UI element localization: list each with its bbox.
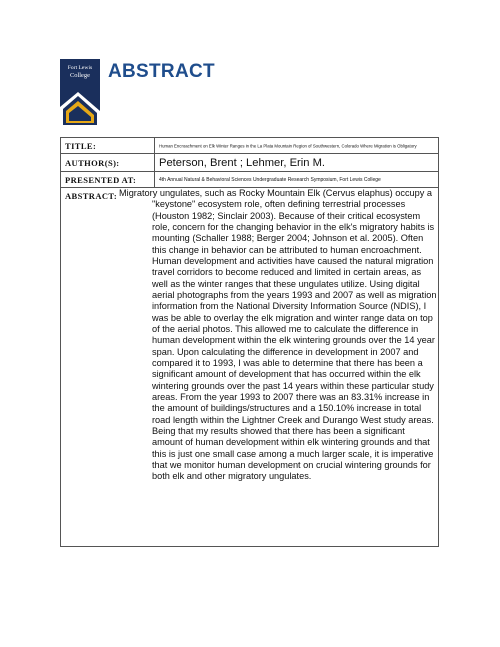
page-heading: ABSTRACT <box>108 61 215 82</box>
title-value: Human Encroachment on Elk Winter Ranges in the La Plata Mountain Region of Southwestern, Colorado Where Migration is Obligatory <box>159 143 417 148</box>
title-label: TITLE: <box>65 140 97 151</box>
logo-text-line2: College <box>70 72 90 79</box>
logo-text-line1: Fort Lewis <box>67 65 93 71</box>
author-row <box>61 154 438 172</box>
college-logo-graphic <box>60 59 100 127</box>
author-value: Peterson, Brent ; Lehmer, Erin M. <box>159 156 326 169</box>
college-logo <box>60 59 100 127</box>
presented-label: PRESENTED AT: <box>65 174 137 185</box>
title-row <box>61 138 438 154</box>
author-label: AUTHOR(S): <box>65 157 120 168</box>
abstract-text: Migratory ungulates, such as Rocky Mountain Elk (Cervus elaphus) occupy a "keystone" ecosystem role, often defining terrestrial processes (Houston 1982; Sinclair 2003). Because of their critical ecosystem role, concern for the changing behavior in the elk's migratory habits is mounting (Schaller 1988; Berger 2004; Johnson et al. 2005). Often this change in behavior can be attributed to human encroachment. Human development and activities have caused the natural migration travel corridors to become reduced and limited in certain areas, as well as the winter ranges that these ungulates utilize. Using digital aerial photographs from the years 1993 and 2007 as well as migration information from the National Diversity Information Source (NDIS), I was be able to overlay the elk migration and winter range data on top of the aerial photos. This allowed me to calculate the difference in human development within the elk wintering grounds over the 14 year span. Upon calculating the difference in development in 2007 and compared it to 1993, I was able to determine that there has been a significant amount of development that has occurred within the elk wintering grounds over the past 14 years within these particular study areas. From the year 1993 to 2007 there was an 83.31% increase in the amount of buildings/structures and a 150.10% increase in total road length within the Lightner Creek and Durango West study areas. Being that my results showed that there has been a significant amount of human development within elk wintering grounds and that this is just one small case among a much larger scale, it is imperative that we monitor human development on crucial wintering grounds for both elk and other migratory ungulates. <box>119 188 437 482</box>
presented-value: 4th Annual Natural & Behavioral Sciences Undergraduate Research Symposium, Fort Lewis College <box>159 176 381 183</box>
presented-row <box>61 172 438 188</box>
abstract-record-table <box>60 137 439 547</box>
abstract-label: ABSTRACT: <box>65 191 118 201</box>
